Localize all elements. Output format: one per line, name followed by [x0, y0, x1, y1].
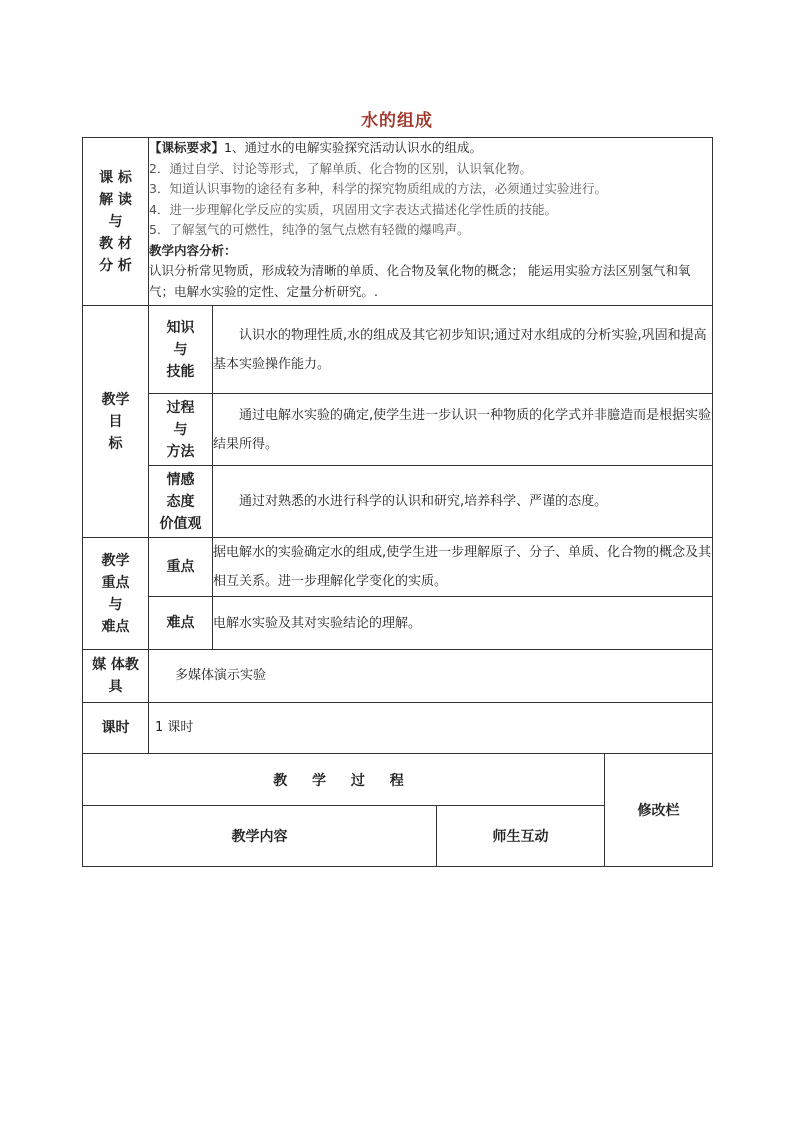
requirement-item: 2．通过自学、讨论等形式，了解单质、化合物的区别，认识氧化物。 — [149, 160, 532, 176]
requirements-heading: 【课标要求】 — [149, 140, 225, 155]
curriculum-label: 课 标 解 读 与 教 材 分 析 — [83, 138, 149, 306]
requirement-item: 3．知道认识事物的途径有多种，科学的探究物质组成的方法，必须通过实验进行。 — [149, 181, 607, 196]
goal-row — [83, 306, 713, 394]
requirement-item: 4．进一步理解化学反应的实质，巩固用文字表达式描述化学性质的技能。 — [149, 201, 557, 217]
goal-text: 认识水的物理性质,水的组成及其它初步知识;通过对水组成的分析实验,巩固和提高基本实验操作能力。 — [213, 306, 713, 394]
revision-column-header: 修改栏 — [605, 754, 713, 867]
document-title: 水的组成 — [361, 111, 433, 131]
keypoint-text: 电解水实验及其对实验结论的理解。 — [213, 597, 713, 650]
process-heading-row — [83, 754, 713, 806]
goal-sub-label: 知识 与 技能 — [149, 306, 213, 394]
hours-label: 课时 — [83, 703, 149, 754]
keypoint-row — [83, 597, 713, 650]
media-label: 媒 体教 具 — [83, 650, 149, 703]
analysis-heading: 教学内容分析： — [149, 242, 237, 258]
media-row — [83, 650, 713, 703]
analysis-text: 认识分析常见物质，形成较为清晰的单质、化合物及氧化物的概念； 能运用实验方法区别氢气和氧气；电解水实验的定性、定量分析研究。. — [149, 263, 691, 299]
lesson-plan-table — [82, 137, 713, 867]
goal-sub-label: 过程 与 方法 — [149, 394, 213, 466]
goal-text: 通过电解水实验的确定,使学生进一步认识一种物质的化学式并非臆造而是根据实验结果所得。 — [213, 394, 713, 466]
requirement-item: 5．了解氢气的可燃性，纯净的氢气点燃有轻微的爆鸣声。 — [149, 222, 470, 237]
content-column-header: 教学内容 — [83, 806, 437, 867]
keypoint-text: 据电解水的实验确定水的组成,使学生进一步理解原子、分子、单质、化合物的概念及其相互关系。进一步理解化学变化的实质。 — [213, 538, 713, 597]
goals-label: 教学 目 标 — [83, 306, 149, 538]
goal-text: 通过对熟悉的水进行科学的认识和研究,培养科学、严谨的态度。 — [213, 466, 713, 538]
goal-row — [83, 394, 713, 466]
hours-row — [83, 703, 713, 754]
curriculum-row — [83, 138, 713, 306]
goal-sub-label: 情感 态度 价值观 — [149, 466, 213, 538]
process-heading: 教 学 过 程 — [83, 754, 605, 806]
media-text: 多媒体演示实验 — [149, 650, 713, 703]
requirement-item: 1、通过水的电解实验探究活动认识水的组成。 — [224, 140, 482, 155]
keypoint-sub-label: 重点 — [149, 538, 213, 597]
keypoint-row — [83, 538, 713, 597]
interaction-column-header: 师生互动 — [437, 806, 605, 867]
keypoints-label: 教学 重点 与 难点 — [83, 538, 149, 650]
goal-row — [83, 466, 713, 538]
hours-text: 1 课时 — [149, 703, 713, 754]
curriculum-content — [149, 138, 713, 306]
keypoint-sub-label: 难点 — [149, 597, 213, 650]
